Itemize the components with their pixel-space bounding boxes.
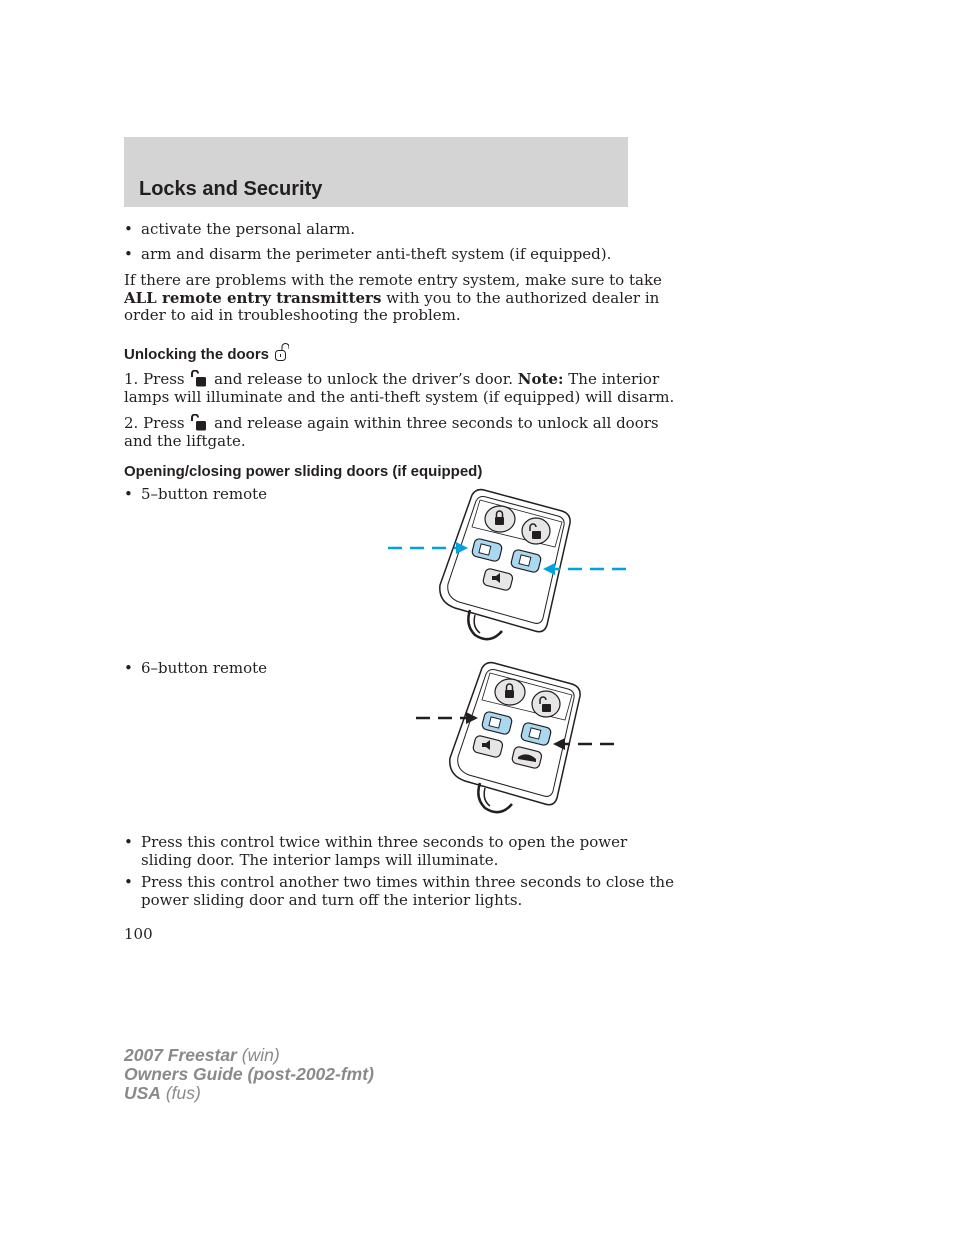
lock-button (495, 679, 525, 705)
section-title: Locks and Security (139, 178, 323, 200)
unlock-button (532, 691, 560, 717)
step-1: 1. Press and release to unlock the driver’s door. Note: The interior lamps will illuminate and the anti-theft system (if equipped) will disarm. (124, 370, 675, 406)
unlock-button (522, 518, 550, 544)
step-2: 2. Press and release again within three seconds to unlock all doors and the liftgate. (124, 414, 659, 450)
section-header (124, 137, 628, 207)
document-footer: 2007 Freestar (win) Owners Guide (post-2002-fmt) USA (fus) (124, 1045, 374, 1103)
five-button-remote-illustration (380, 485, 630, 655)
problems-paragraph: If there are problems with the remote entry system, make sure to take ALL remote entry transmitters with you to the authorized dealer in order to aid in troubleshooting the problem. (124, 271, 662, 324)
unlocking-heading: Unlocking the doors (124, 342, 289, 363)
sliding-doors-heading: Opening/closing power sliding doors (if equipped) (124, 463, 483, 480)
lock-button (485, 506, 515, 532)
unlock-icon (189, 414, 209, 431)
six-button-remote-illustration (410, 658, 620, 828)
page-number: 100 (124, 925, 153, 943)
unlock-outline-icon (273, 342, 289, 362)
unlock-icon (189, 370, 209, 387)
